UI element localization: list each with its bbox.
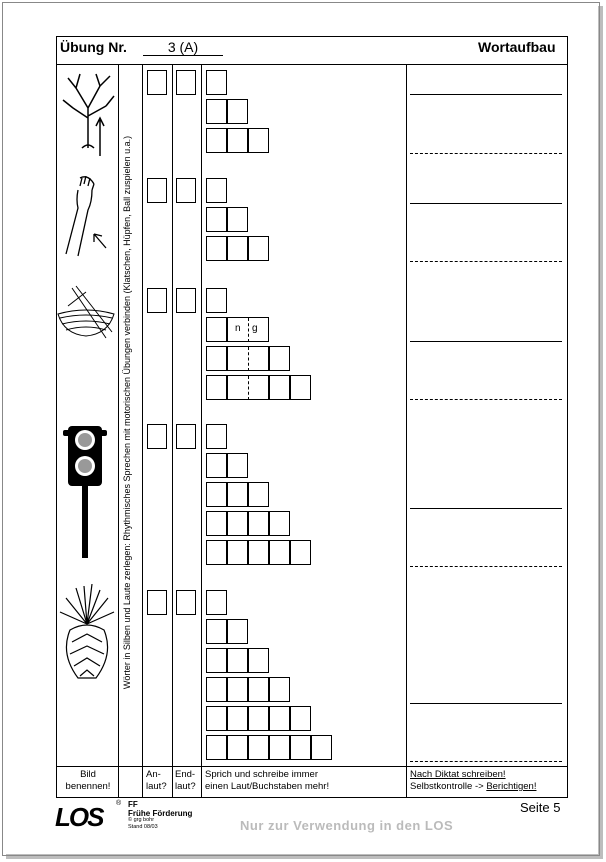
footer-col1-line2: benennen! [65,781,111,792]
footer-instruction [205,769,405,793]
footer-col2-line2: laut? [146,781,167,792]
registered-mark: ® [116,800,122,807]
letter-box[interactable] [206,706,227,731]
letter-box[interactable] [269,735,290,760]
letter-box[interactable] [206,70,227,95]
letter-box[interactable] [227,453,248,478]
anlaut-box-3[interactable] [147,288,167,313]
endlaut-box-4[interactable] [176,424,196,449]
footer-col4-line2: einen Laut/Buchstaben mehr! [205,781,330,792]
letter-box[interactable] [248,706,269,731]
ng-letter-n: n [235,323,241,334]
letter-box[interactable] [206,735,227,760]
footer-col2-line1: An- [146,769,161,780]
footer-divider [56,766,568,767]
col-divider-3 [172,64,173,797]
los-logo: LOS [55,802,103,832]
writing-line-dashed-2[interactable] [410,261,562,262]
traffic-light-icon [60,422,110,562]
nest-icon [56,284,118,346]
letter-box[interactable] [248,540,269,565]
pineapple-icon [56,584,118,684]
endlaut-box-1[interactable] [176,70,196,95]
col-divider-4 [201,64,202,797]
letter-box[interactable] [248,128,269,153]
ng-divider [248,318,249,342]
footer-endlaut [175,769,201,793]
letter-box[interactable] [227,619,248,644]
letter-box[interactable] [290,540,311,565]
letter-box[interactable] [248,236,269,261]
box-divider [248,347,249,371]
letter-box[interactable] [227,128,248,153]
letter-box[interactable] [227,482,248,507]
logo-program-name: Frühe Förderung [128,809,193,818]
exercise-number: 3 (A) [143,39,223,56]
footer-col4-line1: Sprich und schreibe immer [205,769,318,780]
letter-box[interactable] [269,346,290,371]
tree-icon [58,68,118,160]
logo-program [128,800,192,818]
letter-box[interactable] [269,706,290,731]
col-divider-2 [142,64,143,797]
letter-box[interactable] [206,236,227,261]
letter-box[interactable] [227,540,248,565]
letter-box[interactable] [248,511,269,536]
arm-icon [58,176,118,264]
letter-box[interactable] [206,288,227,313]
letter-box[interactable] [227,735,248,760]
footer-col1-line1: Bild [80,769,96,780]
box-divider [248,376,249,400]
letter-box[interactable] [206,375,227,400]
header-divider [56,64,568,65]
footer-col5-line1: Nach Diktat schreiben! [410,769,506,780]
writing-line-dashed-1[interactable] [410,153,562,154]
letter-box[interactable] [248,677,269,702]
letter-box[interactable] [290,375,311,400]
letter-box[interactable] [248,482,269,507]
letter-box[interactable] [227,511,248,536]
exercise-label: Übung Nr. [60,39,127,55]
letter-box[interactable] [227,99,248,124]
letter-box[interactable] [248,648,269,673]
ng-letter-g: g [252,323,258,334]
letter-box[interactable] [206,317,227,342]
col-divider-5 [406,64,407,797]
endlaut-box-3[interactable] [176,288,196,313]
anlaut-box-5[interactable] [147,590,167,615]
worksheet-title: Wortaufbau [478,39,556,55]
endlaut-box-2[interactable] [176,178,196,203]
worksheet-frame [56,36,568,798]
letter-box[interactable] [206,424,227,449]
letter-box[interactable] [311,735,332,760]
writing-line-solid-4[interactable] [410,508,562,509]
footer-col5-line2 [410,781,566,793]
usage-watermark: Nur zur Verwendung in den LOS [240,818,454,833]
letter-box[interactable] [227,648,248,673]
anlaut-box-4[interactable] [147,424,167,449]
endlaut-box-5[interactable] [176,590,196,615]
footer-anlaut [146,769,172,793]
letter-box[interactable] [227,207,248,232]
letter-box[interactable] [269,677,290,702]
vertical-instruction: Wörter in Silben und Laute zerlegen: Rhythmisches Sprechen mit motorischen Übungen verbinden (Klatschen, Hüpfen, Ball zuspielen u.a.) [122,135,132,690]
footer-col5-link: Berichtigen! [486,781,537,792]
page-number: Seite 5 [520,800,561,815]
letter-box[interactable] [248,735,269,760]
letter-box[interactable] [227,706,248,731]
logo-ff: FF [128,800,138,809]
letter-box[interactable] [290,706,311,731]
letter-box[interactable] [206,590,227,615]
anlaut-box-2[interactable] [147,178,167,203]
footer-col3-line1: End- [175,769,196,780]
letter-box[interactable] [227,236,248,261]
logo-stand: Stand 08/03 [128,823,158,830]
anlaut-box-1[interactable] [147,70,167,95]
writing-line-dashed-5[interactable] [410,761,562,762]
letter-box[interactable] [206,540,227,565]
footer-bild-benennen [58,769,118,793]
letter-box[interactable] [206,511,227,536]
letter-box[interactable] [206,677,227,702]
writing-line-solid-1[interactable] [410,94,562,95]
letter-box[interactable] [206,99,227,124]
writing-line-solid-5[interactable] [410,703,562,704]
footer-col3-line2: laut? [175,781,196,792]
col-divider-1 [118,64,119,797]
footer-col5-prefix: Selbstkontrolle -> [410,781,487,792]
letter-box[interactable] [290,735,311,760]
letter-box[interactable] [206,128,227,153]
letter-box[interactable] [206,482,227,507]
letter-box[interactable] [269,375,290,400]
letter-box[interactable] [206,648,227,673]
letter-box[interactable] [206,346,227,371]
writing-line-solid-2[interactable] [410,203,562,204]
writing-line-dashed-4[interactable] [410,566,562,567]
letter-box[interactable] [206,619,227,644]
writing-line-solid-3[interactable] [410,341,562,342]
footer-dictation [410,769,566,793]
logo-copyright: © grg bohr [128,817,155,823]
letter-box[interactable] [269,511,290,536]
writing-line-dashed-3[interactable] [410,399,562,400]
logo-small-print [128,817,158,830]
letter-box[interactable] [227,677,248,702]
letter-box[interactable] [206,178,227,203]
letter-box[interactable] [206,207,227,232]
letter-box[interactable] [269,540,290,565]
letter-box[interactable] [206,453,227,478]
